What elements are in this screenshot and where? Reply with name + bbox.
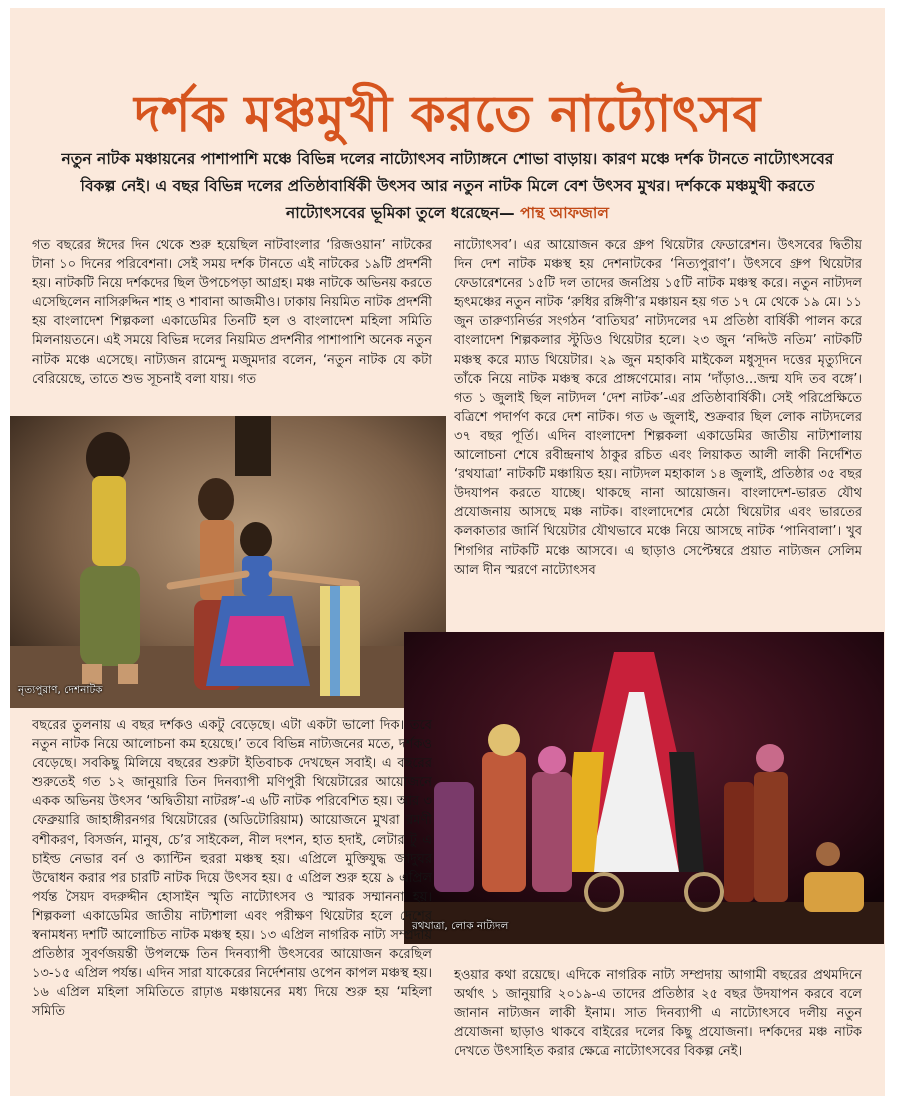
photo-nrityapuran [10, 416, 446, 708]
photo-rathajatra [404, 632, 884, 944]
article-column-left-top: গত বছরের ঈদের দিন থেকে শুরু হয়েছিল নাটবাংলার ‘রিজওয়ান’ নাটকের টানা ১০ দিনের পরিবেশনা। সেই সময় দর্শক টানতে এই নাটকের ১৯টি প্রদর্শনী হয়। নাটকটি নিয়ে দর্শকদের ছিল উপচেপড়া আগ্রহ। মঞ্চ নাটকে অভিনয় করতে এসেছিলেন নাসিরুদ্দিন শাহ ও শাবানা আজমীও। ঢাকায় নিয়মিত নাটক প্রদর্শনী হয় বাংলাদেশ শিল্পকলা একাডেমির তিনটি হল ও বাংলাদেশ মহিলা সমিতি মিলনায়তনে। এই সময়ে বিভিন্ন দলের নিয়মিত প্রদর্শনীর পাশাপাশি অনেক নতুন নাটক মঞ্চে এসেছে। নাট্যজন রামেন্দু মজুমদার বলেন, ‘নতুন নাটক যে কটা বেরিয়েছে, তাতে শুভ সূচনাই বলা যায়। গত [32, 238, 432, 387]
author-byline: পান্থ আফজাল [520, 204, 609, 222]
stage-photo-dancers [10, 416, 446, 708]
photo-caption: রথযাত্রা, লোক নাট্যদল [412, 920, 509, 932]
article-column-left-bottom: বছরের তুলনায় এ বছর দর্শকও একটু বেড়েছে। এটা একটা ভালো দিক। তবে নতুন নাটক নিয়ে আলোচনা কম হয়েছে।’ তবে বিভিন্ন নাট্যজনের মতে, দর্শকও বেড়েছে। সবকিছু মিলিয়ে বছরের শুরুটা ইতিবাচক দেখছেন সবাই। এ বছরের শুরুতেই গত ১২ জানুয়ারি তিন দিনব্যাপী মণিপুরী থিয়েটারের আয়োজনে একক অভিনয় উৎসব ‘অদ্বিতীয়া নাটরঙ্গ’-এ ৬টি নাটক পরিবেশিত হয়। আর ৩ ফেব্রুয়ারি জাহাঙ্গীরনগর থিয়েটারের (অডিটোরিয়াম) আয়োজনে মুখরা রমণী বশীকরণ, বিসর্জন, মানুষ, চে’র সাইকেল, নীল দংশন, হাত হদাই, লেটার টু এ চাইল্ড নেভার বর্ন ও ক্যান্টিন হুররা মঞ্চস্থ হয়। এপ্রিলে মুক্তিযুদ্ধ জাদুঘর উদ্বোধন করার পর চারটি নাটক দিয়ে উৎসব হয়। ৫ এপ্রিল শুরু হয়ে ৯ এপ্রিল পর্যন্ত সৈয়দ বদরুদ্দীন হোসাইন স্মৃতি নাট্যোৎসব ও স্মারক সম্মাননা হয়। শিল্পকলা একাডেমির জাতীয় নাট্যশালা এবং পরীক্ষণ থিয়েটার হলে দেশের স্বনামধন্য দশটি আলোচিত নাটক মঞ্চস্থ হয়। ১৩ এপ্রিল নাগরিক নাট্য সম্প্রদায় প্রতিষ্ঠার সুবর্ণজয়ন্তী উপলক্ষে তিন দিনব্যাপী উৎসবের আয়োজন করেছিল ১৩-১৫ এপ্রিল পর্যন্ত। এদিন সারা যাকেরের নির্দেশনায় ওপেন কাপল মঞ্চস্থ হয়। ১৬ এপ্রিল মহিলা সমিতিতে রাঢ়াঙ মঞ্চায়নের মধ্য দিয়ে শুরু হয় ‘মহিলা সমিতি [32, 718, 432, 1020]
stage-photo-chariot [404, 632, 884, 944]
article-column-right-top: নাট্যোৎসব’। এর আয়োজন করে গ্রুপ থিয়েটার ফেডারেশন। উৎসবের দ্বিতীয় দিন দেশ নাটক মঞ্চস্থ হয় দেশনাটকের ‘নিত্যপুরাণ’। উৎসবে গ্রুপ থিয়েটার ফেডারেশনের ১৫টি দল তাদের জনপ্রিয় ১৫টি নাটক মঞ্চস্থ করে। নতুন নাট্যদল হৃৎমঞ্চের নতুন নাটক ‘রুধির রঙ্গিণী’র মঞ্চায়ন হয় গত ১৭ মে থেকে ১৯ মে। ১১ জুন তারুণ্যনির্ভর সংগঠন ‘বাতিঘর’ নাট্যদলের ৭ম প্রতিষ্ঠা বার্ষিকী পালন করে বাংলাদেশ শিল্পকলার স্টুডিও থিয়েটার হলে। ২৩ জুন ‘নদ্দিউ নতিম’ নাটকটি মঞ্চস্থ করে ম্যাড থিয়েটার। ২৯ জুন মহাকবি মাইকেল মধুসূদন দত্তের মৃত্যুদিনে তাঁকে নিয়ে নাটক মঞ্চস্থ করে প্রাঙ্গণেমোর। নাম ‘দাঁড়াও...জন্ম যদি তব বঙ্গে’। গত ১ জুলাই ছিল নাট্যদল ‘দেশ নাটক’-এর প্রতিষ্ঠাবার্ষিকী। সেই পরিপ্রেক্ষিতে বত্রিশে পদার্পণ করে দেশ নাটক। গত ৬ জুলাই, শুক্রবার ছিল লোক নাট্যদলের ৩৭ বছর পূর্তি। এদিন বাংলাদেশ শিল্পকলা একাডেমির জাতীয় নাট্যশালায় আলোচনা শেষে রবীন্দ্রনাথ ঠাকুর রচিত এবং লিয়াকত আলী লাকী নির্দেশিত ‘রথযাত্রা’ নাটকটি মঞ্চায়িত হয়। নাট্যদল মহাকাল ১৪ জুলাই, প্রতিষ্ঠার ৩৫ বছর উদযাপন করতে যাচ্ছে। থাকছে নানা আয়োজন। বাংলাদেশ-ভারত যৌথ প্রযোজনায় আসছে মঞ্চ নাটক। বাংলাদেশের মেঠো থিয়েটার এবং ভারতের কলকাতার জার্নি থিয়েটার যৌথভাবে মঞ্চে নিয়ে আসছে নাটক ‘পানিবালা’। খুব শিগগির নাটকটি মঞ্চে আসবে। এ ছাড়াও সেপ্টেম্বরে প্রয়াত নাট্যজন সেলিম আল দীন স্মরণে নাট্যোৎসব [454, 238, 862, 578]
intro-paragraph [50, 146, 845, 227]
intro-text: নতুন নাটক মঞ্চায়নের পাশাপাশি মঞ্চে বিভিন্ন দলের নাট্যোৎসব নাট্যাঙ্গনে শোভা বাড়ায়। কারণ মঞ্চে দর্শক টানতে নাট্যোৎসবের বিকল্প নেই। এ বছর বিভিন্ন দলের প্রতিষ্ঠাবার্ষিকী উৎসব আর নতুন নাটক মিলে বেশ উৎসব মুখর। দর্শককে মঞ্চমুখী করতে নাট্যোৎসবের ভূমিকা তুলে ধরেছেন— [61, 150, 834, 222]
article-column-right-bottom: হওয়ার কথা রয়েছে। এদিকে নাগরিক নাট্য সম্প্রদায় আগামী বছরের প্রথমদিনে অর্থাৎ ১ জানুয়ারি ২০১৯-এ তাদের প্রতিষ্ঠার ২৫ বছর উদযাপন করবে বলে জানান নাট্যজন লাকী ইনাম। সাত দিনব্যাপী এ নাট্যোৎসবে দলীয় নতুন প্রযোজনা ছাড়াও থাকবে বাইরের দলের কিছু প্রযোজনা। দর্শকদের মঞ্চ নাটক দেখতে উৎসাহিত করার ক্ষেত্রে নাট্যোৎসবের বিকল্প নেই। [454, 968, 862, 1060]
newspaper-page [10, 8, 885, 1096]
headline: দর্শক মঞ্চমুখী করতে নাট্যোৎসব [134, 84, 761, 143]
photo-caption: নৃত্যপুরাণ, দেশনাটক [18, 684, 103, 696]
